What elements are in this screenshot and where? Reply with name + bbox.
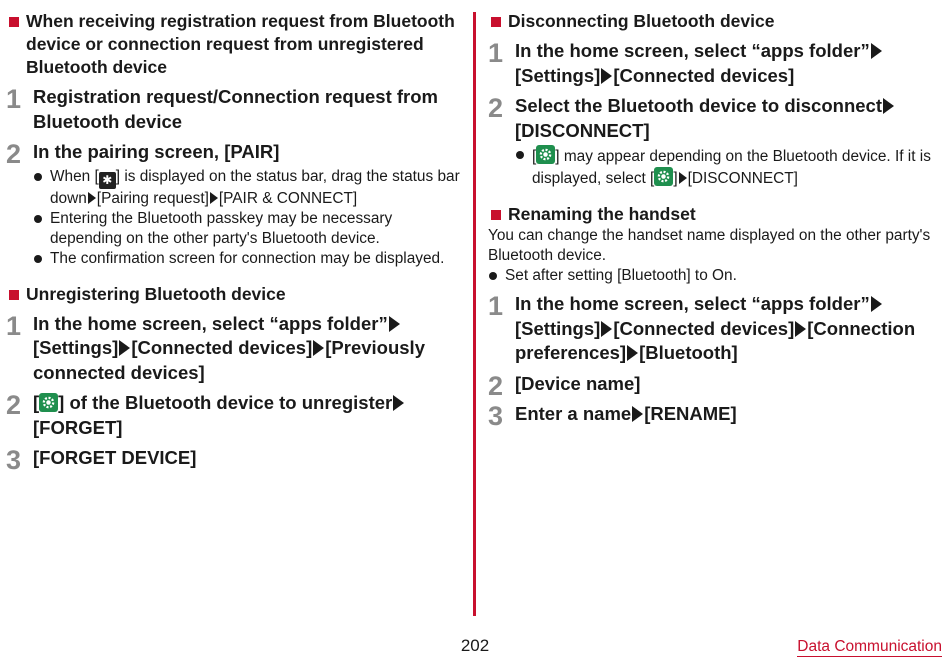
triangle-arrow-icon — [601, 321, 612, 337]
triangle-arrow-icon — [679, 172, 687, 184]
step-number: 2 — [6, 139, 22, 169]
bullet-dot-icon — [34, 255, 42, 263]
section-heading-disconnecting — [488, 10, 940, 33]
step-3: 3 [FORGET DEVICE] — [6, 445, 197, 475]
step-number: 3 — [6, 445, 22, 475]
step-2: 2 [Device name] — [488, 370, 641, 401]
right-column — [488, 0, 940, 431]
triangle-arrow-icon — [393, 395, 404, 411]
triangle-arrow-icon — [119, 340, 130, 356]
gear-icon — [536, 145, 555, 164]
section-heading-renaming — [488, 203, 940, 226]
square-bullet-icon — [491, 210, 501, 220]
list-item: Entering the Bluetooth passkey may be necessary depending on the other party's Bluetooth device. — [50, 209, 462, 249]
section-title: Disconnecting Bluetooth device — [508, 11, 775, 31]
triangle-arrow-icon — [389, 316, 400, 332]
section-heading-registration — [6, 10, 462, 79]
bullet-dot-icon — [516, 151, 524, 159]
triangle-arrow-icon — [871, 43, 882, 59]
step-1: 1 In the home screen, select “apps folder”[Settings] [Connected devices] — [488, 39, 940, 88]
page-number: 202 — [460, 636, 490, 655]
step-number: 3 — [488, 401, 504, 431]
triangle-arrow-icon — [313, 340, 324, 356]
step-2: 2 Select the Bluetooth device to disconnect[DISCONNECT] — [488, 94, 940, 143]
square-bullet-icon — [9, 290, 19, 300]
step-number: 2 — [488, 93, 504, 123]
step-1: 1 In the home screen, select “apps folder”[Settings] [Connected devices] [Connection preferences] [Bluetooth] — [488, 291, 916, 363]
triangle-arrow-icon — [601, 68, 612, 84]
bullet-dot-icon — [34, 215, 42, 223]
section-title: Renaming the handset — [508, 204, 696, 224]
step-number: 1 — [488, 291, 504, 321]
list-item: The confirmation screen for connection may be displayed. — [50, 249, 462, 269]
square-bullet-icon — [491, 17, 501, 27]
section-title: When receiving registration request from Bluetooth device or connection request from unregistered Bluetooth device — [26, 11, 455, 77]
gear-icon — [654, 167, 673, 186]
triangle-arrow-icon — [632, 406, 643, 422]
gear-icon — [39, 393, 58, 412]
triangle-arrow-icon — [88, 192, 96, 204]
step-2: 2 [ ] of the Bluetooth device to unregister[FORGET] — [6, 391, 462, 440]
triangle-arrow-icon — [883, 98, 894, 114]
section-title: Unregistering Bluetooth device — [26, 283, 286, 304]
step-1 — [6, 85, 462, 134]
left-column — [6, 0, 462, 475]
section-description: You can change the handset name displayed on the other party's Bluetooth device. — [488, 227, 931, 264]
step-number: 1 — [6, 84, 22, 114]
step-number: 2 — [488, 370, 504, 401]
step-1: 1 In the home screen, select “apps folder”[Settings] [Connected devices] [Previously connected devices] — [6, 310, 425, 383]
triangle-arrow-icon — [795, 321, 806, 337]
bullet-dot-icon — [34, 173, 42, 181]
triangle-arrow-icon — [871, 296, 882, 312]
list-item: When [ ✱ ] is displayed on the status bar, drag the status bar down [Pairing request] [PAIR & CONNECT] — [50, 167, 462, 209]
bluetooth-icon: ✱ — [99, 172, 116, 189]
bullet-list — [488, 145, 940, 189]
list-item: [ ] may appear depending on the Bluetooth device. If it is displayed, select [ ] [DISCONNECT] — [532, 145, 940, 189]
square-bullet-icon — [9, 17, 19, 27]
step-text: In the pairing screen, [PAIR] — [33, 141, 280, 162]
step-text: Registration request/Connection request from Bluetooth device — [33, 86, 438, 132]
bullet-dot-icon — [489, 272, 497, 280]
section-heading-unregistering — [6, 283, 462, 306]
triangle-arrow-icon — [627, 345, 638, 361]
step-number: 1 — [488, 38, 504, 68]
triangle-arrow-icon — [210, 192, 218, 204]
step-2 — [6, 139, 462, 169]
step-number: 2 — [6, 390, 22, 420]
list-item: Set after setting [Bluetooth] to On. — [488, 266, 940, 286]
bullet-list — [6, 167, 462, 269]
step-number: 1 — [6, 310, 22, 341]
step-3: 3 Enter a name [RENAME] — [488, 401, 737, 431]
column-divider — [473, 12, 476, 616]
section-link-data-communication[interactable]: Data Communication — [797, 638, 942, 655]
